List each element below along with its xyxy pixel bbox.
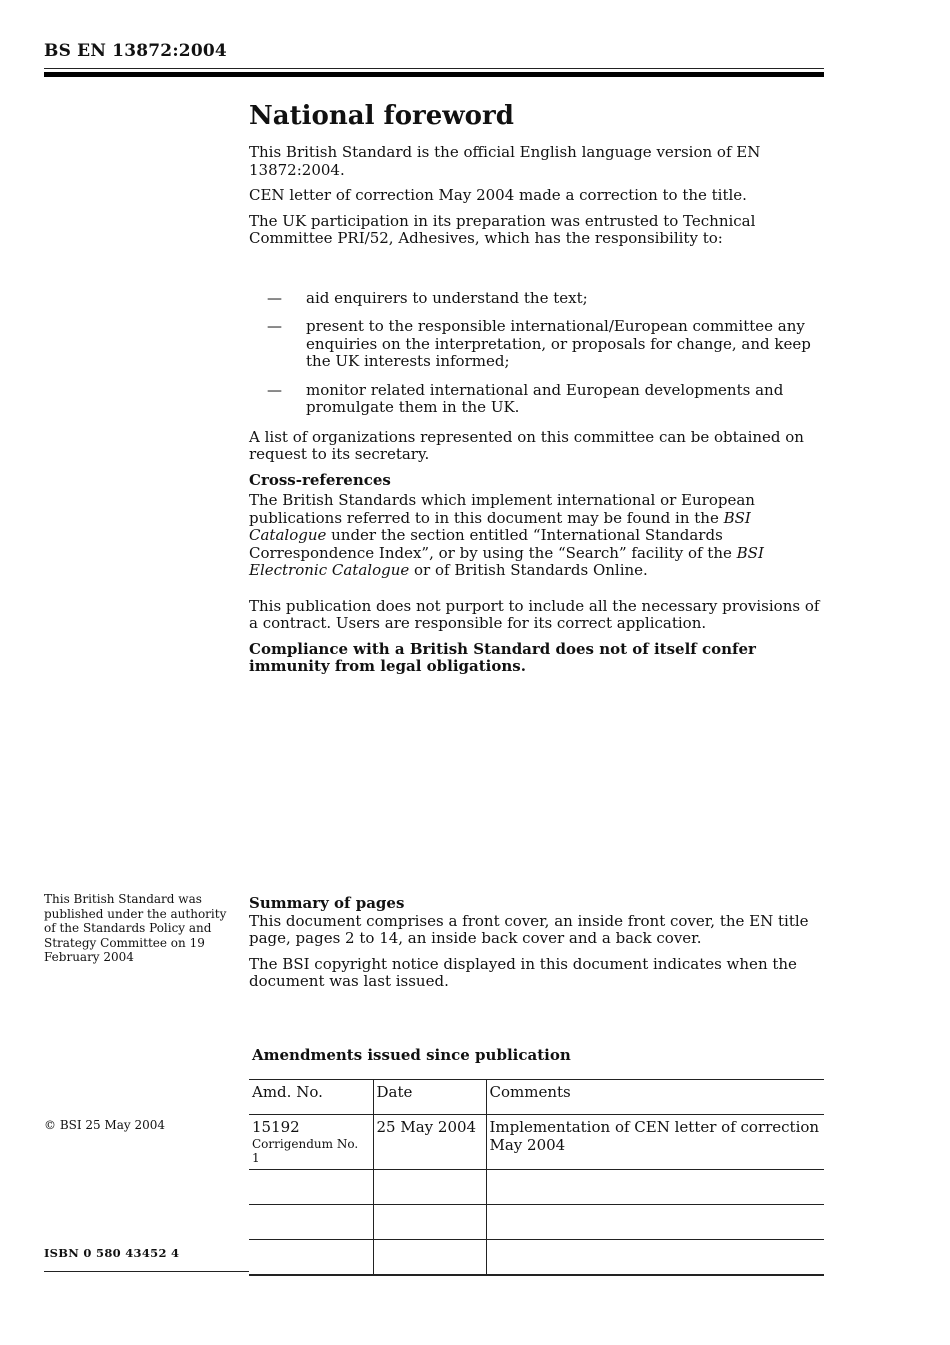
dash-bullet: —: [267, 317, 282, 335]
document-id: BS EN 13872:2004: [44, 41, 227, 61]
list-item: — aid enquirers to understand the text;: [267, 288, 588, 307]
cross-references-paragraph: The British Standards which implement international or European publications referred to in this document may be found in the BSI Catalogue under the section entitled “International Standards Correspondence Index”, or by using the “Search” facility of the BSI Electronic Catalogue or of British Standards Online.: [249, 491, 764, 579]
responsibility-list: [249, 290, 829, 417]
compliance-paragraph: Compliance with a British Standard does not of itself confer immunity from legal obligations.: [249, 639, 756, 675]
summary-paragraph: This document comprises a front cover, an inside front cover, the EN title page, pages 2 to 14, an inside back cover and a back cover.: [249, 911, 809, 947]
header-comments: Comments: [486, 1080, 824, 1115]
cross-references-heading: Cross-references: [249, 470, 391, 489]
copyright-notice-paragraph: The BSI copyright notice displayed in this document indicates when the document was last issued.: [249, 954, 797, 990]
amendments-table: [249, 1079, 824, 1276]
isbn-line: ISBN 0 580 43452 4: [44, 1246, 180, 1260]
dash-bullet: —: [267, 288, 282, 307]
summary-of-pages-section: [249, 895, 829, 999]
intro-paragraph: This British Standard is the official English language version of EN 13872:2004.: [249, 143, 761, 179]
dash-bullet: —: [267, 380, 282, 399]
page-title: National foreword: [249, 101, 514, 131]
amd-no-cell: 15192 Corrigendum No. 1: [249, 1115, 373, 1170]
national-foreword-section: [249, 100, 829, 684]
list-item: — monitor related international and European developments and promulgate them in the UK.: [267, 380, 784, 416]
date-cell: 25 May 2004: [373, 1115, 486, 1170]
committee-list-paragraph: A list of organizations represented on this committee can be obtained on request to its secretary.: [249, 427, 804, 463]
table-row: [249, 1204, 824, 1239]
table-header-row: [249, 1080, 824, 1115]
summary-heading: Summary of pages: [249, 894, 405, 912]
provisions-paragraph: This publication does not purport to include all the necessary provisions of a contract. Users are responsible for its correct application.: [249, 596, 820, 632]
table-row: [249, 1169, 824, 1204]
header-amd-no: Amd. No.: [249, 1080, 373, 1115]
bsi-electronic-catalogue-title: BSI Electronic Catalogue: [249, 543, 764, 579]
comments-cell: Implementation of CEN letter of correction May 2004: [486, 1115, 824, 1170]
table-row: [249, 1115, 824, 1170]
correction-paragraph: CEN letter of correction May 2004 made a correction to the title.: [249, 186, 747, 204]
list-item: — present to the responsible international/European committee any enquiries on the interpretation, or proposals for change, and keep the UK interests informed;: [267, 317, 811, 370]
bsi-catalogue-title: BSI Catalogue: [249, 508, 751, 544]
corrigendum-label: Corrigendum No. 1: [252, 1136, 359, 1165]
publication-authority-note: This British Standard was published under the authority of the Standards Policy and Strategy Committee on 19 February 2004: [44, 892, 227, 964]
header-thick-rule: [44, 72, 824, 77]
header-thin-rule: [44, 68, 824, 69]
table-row: [249, 1239, 824, 1275]
footer-rule: [44, 1271, 249, 1272]
header-date: Date: [373, 1080, 486, 1115]
copyright-line: © BSI 25 May 2004: [44, 1118, 166, 1132]
amendments-title: Amendments issued since publication: [252, 1046, 571, 1064]
participation-paragraph: The UK participation in its preparation was entrusted to Technical Committee PRI/52, Adhesives, which has the responsibility to:: [249, 211, 756, 247]
